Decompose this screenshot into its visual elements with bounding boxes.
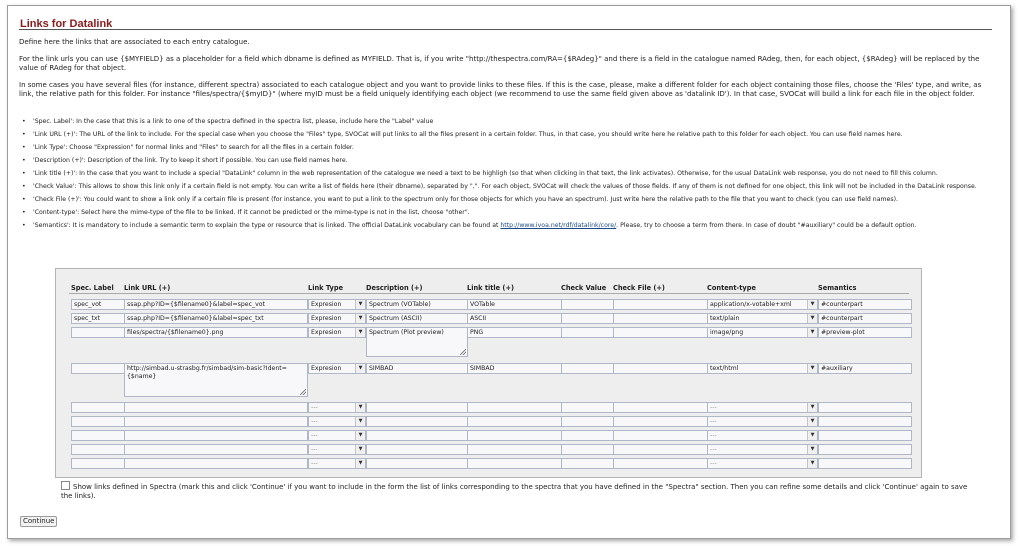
header-check-value: Check Value [561, 284, 607, 292]
chevron-down-icon: ▼ [355, 403, 365, 412]
show-spectra-links-label: Show links defined in Spectra (mark this and click 'Continue' if you want to include in the form the list of links corresponding to the spectra that you have defined in the "Spectra" section. Then you can refine some details and click 'Continue' again to save the links). [61, 483, 968, 500]
header-description: Description (+) [366, 284, 423, 292]
spec-label-input[interactable] [71, 430, 125, 441]
content-type-value: image/png [710, 329, 744, 336]
link-type-select[interactable] [308, 458, 366, 469]
check-value-input[interactable] [561, 444, 614, 455]
link-type-value: --- [311, 446, 318, 453]
check-value-input[interactable] [561, 327, 614, 338]
link-title-input[interactable]: VOTable [467, 299, 562, 310]
link-title-input[interactable]: ASCII [467, 313, 562, 324]
description-input[interactable]: Spectrum (VOTable) [366, 299, 468, 310]
link-type-value: Expresion [311, 315, 342, 322]
check-file-input[interactable] [613, 327, 708, 338]
link-type-select[interactable] [308, 363, 366, 374]
link-type-select[interactable] [308, 299, 366, 310]
chevron-down-icon: ▼ [355, 328, 365, 337]
header-divider [69, 293, 909, 294]
link-type-value: --- [311, 418, 318, 425]
show-spectra-links-option [61, 481, 981, 501]
chevron-down-icon: ▼ [807, 403, 817, 412]
content-type-value: --- [710, 460, 717, 467]
description-input[interactable]: Spectrum (ASCII) [366, 313, 468, 324]
link-title-input[interactable] [467, 458, 562, 469]
help-item-semantics [19, 222, 989, 230]
description-input[interactable] [366, 430, 468, 441]
header-link-type: Link Type [308, 284, 344, 292]
link-type-value: --- [311, 432, 318, 439]
intro-text: Define here the links that are associated to each entry catalogue. [19, 38, 250, 46]
chevron-down-icon: ▼ [807, 459, 817, 468]
description-input[interactable]: SIMBAD [366, 363, 468, 374]
title-divider [19, 29, 992, 30]
link-type-select[interactable] [308, 313, 366, 324]
content-type-select[interactable] [707, 313, 818, 324]
semantics-input[interactable] [818, 444, 912, 455]
header-semantics: Semantics [818, 284, 857, 292]
link-url-input[interactable] [124, 444, 308, 455]
chevron-down-icon: ▼ [807, 417, 817, 426]
description-textarea[interactable] [366, 327, 468, 357]
link-type-select[interactable] [308, 327, 366, 338]
resize-grip-icon[interactable] [460, 349, 466, 355]
help-item-content-type: • 'Content-type': Select here the mime-type of the file to be linked. If it cannot be predicted or the mime-type is not in the list, choose "other". [19, 209, 989, 217]
page-frame [7, 5, 1011, 539]
header-check-file: Check File (+) [613, 284, 665, 292]
link-type-value: --- [311, 404, 318, 411]
link-title-input[interactable]: SIMBAD [467, 363, 562, 374]
content-type-select[interactable] [707, 327, 818, 338]
chevron-down-icon: ▼ [807, 314, 817, 323]
content-type-select[interactable] [707, 363, 818, 374]
link-type-value: --- [311, 460, 318, 467]
chevron-down-icon: ▼ [355, 417, 365, 426]
help-item-link-type: • 'Link Type': Choose "Expression" for normal links and "Files" to search for all the files in a certain folder. [19, 144, 989, 152]
check-file-input[interactable] [613, 299, 708, 310]
links-table-panel [55, 268, 922, 478]
link-url-input[interactable] [124, 458, 308, 469]
spec-label-input[interactable]: spec_txt [71, 313, 125, 324]
chevron-down-icon: ▼ [807, 300, 817, 309]
help-item-check-value: • 'Check Value': This allows to show this link only if a certain field is not empty. You can write a list of fields here (their dbname), separated by ",". For each object, SVOCat will check the values of those fields. If any of them is not defined for one object, this link will not be included in the DataLink response. [19, 183, 989, 191]
content-type-value: --- [710, 446, 717, 453]
page-title: Links for Datalink [20, 18, 113, 30]
resize-grip-icon[interactable] [300, 389, 306, 395]
semantics-input[interactable] [818, 416, 912, 427]
link-url-input[interactable] [124, 402, 308, 413]
content-type-value: --- [710, 418, 717, 425]
semantics-input[interactable]: #preview-plot [818, 327, 912, 338]
link-url-input[interactable]: ssap.php?ID={$filename0}&label=spec_vot [124, 299, 308, 310]
chevron-down-icon: ▼ [355, 300, 365, 309]
help-item-check-file: • 'Check File (+)': You could want to show a link only if a certain file is present (for instance, you want to put a link to the spectrum only for those objects for which you have an spectrum). Just write here the relative path to the file that you want to check (you can use field names). [19, 196, 989, 204]
semantics-input[interactable]: #counterpart [818, 313, 912, 324]
files-help-text: In some cases you have several files (for instance, different spectra) associated to each catalogue object and you want to provide links to these files. If this is the case, please, make a different folder for each object containing those files, choose the 'Files' type, and write, as link, the relative path for this folder. For instance "files/spectra/{$myID}" (where myID must be a field uniquely identifying each object (we recommend to use the same field given above as 'datalink ID'). In that case, SVOCat will build a link for each file in the object folder. [19, 81, 982, 98]
check-value-input[interactable] [561, 363, 614, 374]
description-value: Spectrum (Plot preview) [369, 329, 444, 336]
check-file-input[interactable] [613, 402, 708, 413]
chevron-down-icon: ▼ [807, 445, 817, 454]
link-title-input[interactable]: PNG [467, 327, 562, 338]
help-item-spec-label: • 'Spec. Label': In the case that this is a link to one of the spectra defined in the spectra list, please, include here the "Label" value [19, 118, 989, 126]
description-input[interactable] [366, 444, 468, 455]
chevron-down-icon: ▼ [355, 431, 365, 440]
description-input[interactable] [366, 458, 468, 469]
content-type-select[interactable] [707, 458, 818, 469]
check-value-input[interactable] [561, 402, 614, 413]
spec-label-input[interactable] [71, 458, 125, 469]
check-file-input[interactable] [613, 416, 708, 427]
check-file-input[interactable] [613, 363, 708, 374]
link-url-input[interactable] [124, 430, 308, 441]
semantics-input[interactable] [818, 402, 912, 413]
content-type-select[interactable] [707, 430, 818, 441]
link-type-value: Expresion [311, 365, 342, 372]
link-title-input[interactable] [467, 444, 562, 455]
chevron-down-icon: ▼ [355, 459, 365, 468]
help-item-description: • 'Description (+)': Description of the link. Try to keep it short if possible. You can use field names here. [19, 157, 989, 165]
content-type-select[interactable] [707, 444, 818, 455]
field-help-list [19, 118, 989, 235]
content-type-value: --- [710, 404, 717, 411]
help-item-link-url: • 'Link URL (+)': The URL of the link to include. For the special case when you choose the "Files" type, SVOCat will put links to all the files present in a certain folder. Thus, in that case, you should write here he relative path to this folder for each object. You can use field names here. [19, 131, 989, 139]
continue-button[interactable]: Continue [20, 516, 57, 527]
chevron-down-icon: ▼ [807, 328, 817, 337]
check-value-input[interactable] [561, 430, 614, 441]
check-file-input[interactable] [613, 444, 708, 455]
check-value-input[interactable] [561, 299, 614, 310]
content-type-select[interactable] [707, 416, 818, 427]
link-type-select[interactable] [308, 430, 366, 441]
semantics-input[interactable]: #auxiliary [818, 363, 912, 374]
check-value-input[interactable] [561, 416, 614, 427]
content-type-value: --- [710, 432, 717, 439]
chevron-down-icon: ▼ [355, 445, 365, 454]
link-url-input[interactable]: ssap.php?ID={$filename0}&label=spec_txt [124, 313, 308, 324]
spec-label-input[interactable] [71, 416, 125, 427]
link-url-value: http://simbad.u-strasbg.fr/simbad/sim-basic?Ident={$name} [127, 365, 287, 380]
link-type-select[interactable] [308, 416, 366, 427]
link-title-input[interactable] [467, 430, 562, 441]
chevron-down-icon: ▼ [807, 431, 817, 440]
semantics-help-tail: . Please, try to choose a term from there. In case of doubt "#auxiliary" could be a default option. [616, 222, 917, 229]
check-file-input[interactable] [613, 430, 708, 441]
placeholder-help-text: For the link urls you can use {$MYFIELD} as a placeholder for a field which dbname is defined as MYFIELD. That is, if you write "http://thespectra.com/RA={$RAdeg}" and there is a field in the catalogue named RAdeg, then, for each object, {$RAdeg} will be replaced by the value of RAdeg for that object. [19, 55, 980, 72]
spec-label-input[interactable] [71, 363, 125, 374]
link-type-value: Expresion [311, 301, 342, 308]
datalink-vocabulary-link[interactable]: http://www.ivoa.net/rdf/datalink/core/ [500, 222, 617, 229]
chevron-down-icon: ▼ [355, 364, 365, 373]
check-value-input[interactable] [561, 458, 614, 469]
link-type-select[interactable] [308, 444, 366, 455]
description-input[interactable] [366, 416, 468, 427]
link-url-input[interactable]: files/spectra/{$filename0}.png [124, 327, 308, 338]
link-title-input[interactable] [467, 402, 562, 413]
spec-label-input[interactable] [71, 327, 125, 338]
spec-label-input[interactable]: spec_vot [71, 299, 125, 310]
description-input[interactable] [366, 402, 468, 413]
semantics-help-text: 'Semantics': It is mandatory to include a semantic term to explain the type or resource that is linked. The official DataLink vocabulary can be found at [33, 222, 499, 229]
semantics-input[interactable] [818, 458, 912, 469]
content-type-value: text/html [710, 365, 739, 372]
content-type-select[interactable] [707, 402, 818, 413]
check-file-input[interactable] [613, 458, 708, 469]
content-type-select[interactable] [707, 299, 818, 310]
chevron-down-icon: ▼ [807, 364, 817, 373]
show-spectra-links-checkbox[interactable] [61, 481, 70, 490]
link-url-input[interactable] [124, 416, 308, 427]
check-file-input[interactable] [613, 313, 708, 324]
header-link-title: Link title (+) [467, 284, 514, 292]
link-type-select[interactable] [308, 402, 366, 413]
link-url-textarea[interactable] [124, 363, 308, 397]
semantics-input[interactable] [818, 430, 912, 441]
header-link-url: Link URL (+) [124, 284, 171, 292]
chevron-down-icon: ▼ [355, 314, 365, 323]
header-spec-label: Spec. Label [71, 284, 114, 292]
spec-label-input[interactable] [71, 402, 125, 413]
help-item-link-title: • 'Link title (+)': In the case that you want to include a special "DataLink" column in the web representation of the catalogue we need a text to be highligh (so that when clicking in that text, the link activates). Otherwise, for the usual DataLink web response, you do not need to fill this column. [19, 170, 989, 178]
header-content-type: Content-type [707, 284, 756, 292]
link-title-input[interactable] [467, 416, 562, 427]
semantics-input[interactable]: #counterpart [818, 299, 912, 310]
check-value-input[interactable] [561, 313, 614, 324]
link-type-value: Expresion [311, 329, 342, 336]
spec-label-input[interactable] [71, 444, 125, 455]
content-type-value: application/x-votable+xml [710, 301, 792, 308]
content-type-value: text/plain [710, 315, 740, 322]
